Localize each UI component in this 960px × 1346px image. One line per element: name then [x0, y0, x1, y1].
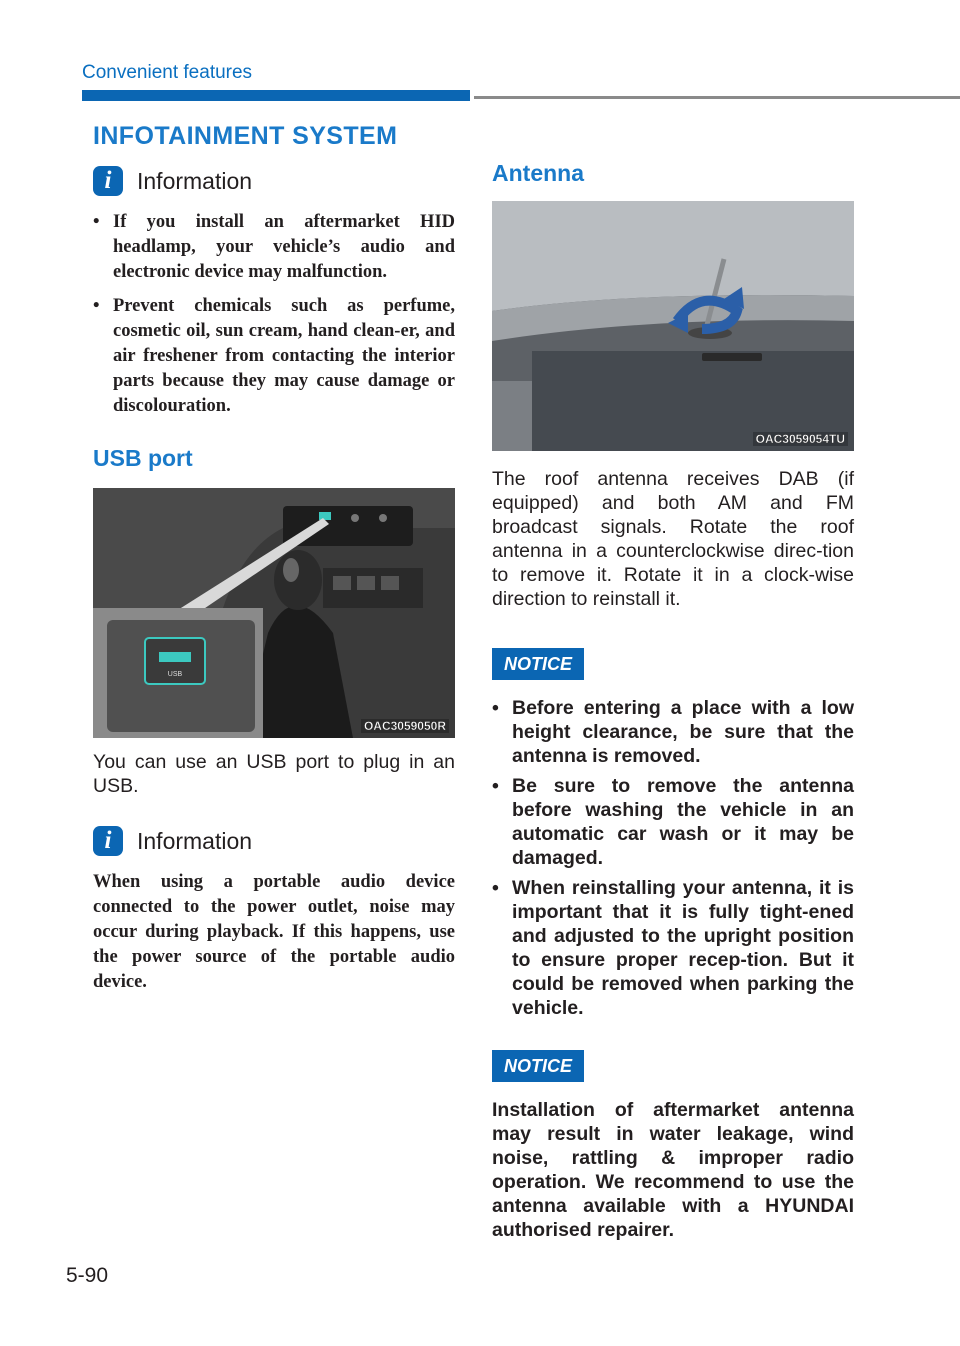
list-item: • Before entering a place with a low height clearance, be sure that the antenna is removed. [492, 697, 854, 767]
list-item: • If you install an aftermarket HID headlamp, your vehicle’s audio and electronic device may malfunction. [93, 212, 455, 282]
list-item: • Be sure to remove the antenna before washing the vehicle in an automatic car wash or it may be damaged. [492, 775, 854, 869]
info-block-1-header [93, 166, 455, 196]
notice-badge: NOTICE [492, 648, 584, 680]
info-label: Information [137, 827, 253, 854]
header-rule-blue [82, 90, 470, 101]
antenna-text: The roof antenna receives DAB (if equipped) and both AM and FM broadcast signals. Rotate the roof antenna in a counterclockwise direc-tion to remove it. Rotate it in a clock-wise direction to reinstall it. [492, 468, 854, 610]
image-code: OAC3059050R [361, 719, 449, 733]
info-bullets-1 [93, 210, 455, 419]
image-code: OAC3059054TU [753, 432, 848, 446]
info-block-2-header [93, 826, 455, 856]
info-text-2: When using a portable audio device connected to the power outlet, noise may occur during playback. If this happens, use the power source of the portable audio device. [93, 872, 455, 992]
antenna-photo [492, 201, 854, 451]
usb-console-illustration [93, 488, 455, 738]
notice-badge: NOTICE [492, 1050, 584, 1082]
right-column [492, 160, 854, 1242]
usb-port-photo [93, 488, 455, 738]
antenna-illustration [492, 201, 854, 451]
section-title: Convenient features [82, 62, 253, 83]
header-rule-gray [474, 96, 960, 99]
usb-inset-label: USB [167, 671, 183, 678]
page-number: 5-90 [66, 1264, 109, 1287]
notice-bullets [492, 696, 854, 1020]
info-icon: i [93, 166, 123, 196]
usb-port-heading: USB port [93, 445, 193, 471]
usb-port-text: You can use an USB port to plug in an USB. [93, 751, 455, 797]
notice-text: Installation of aftermarket antenna may result in water leakage, wind noise, rattling & improper radio operation. We recommend to use the antenna available with a HYUNDAI authorised repairer. [492, 1099, 854, 1241]
left-column [93, 166, 455, 995]
list-item: • Prevent chemicals such as perfume, cosmetic oil, sun cream, hand clean-er, and air freshener from contacting the interior parts because they may cause damage or discolouration. [93, 296, 455, 416]
list-item: • When reinstalling your antenna, it is important that it is fully tight-ened and adjusted to the upright position to ensure proper recep-tion. But it could be removed when parking the vehicle. [492, 877, 854, 1019]
info-label: Information [137, 167, 253, 194]
info-icon: i [93, 826, 123, 856]
main-heading: INFOTAINMENT SYSTEM [93, 122, 398, 150]
antenna-heading: Antenna [492, 160, 584, 186]
